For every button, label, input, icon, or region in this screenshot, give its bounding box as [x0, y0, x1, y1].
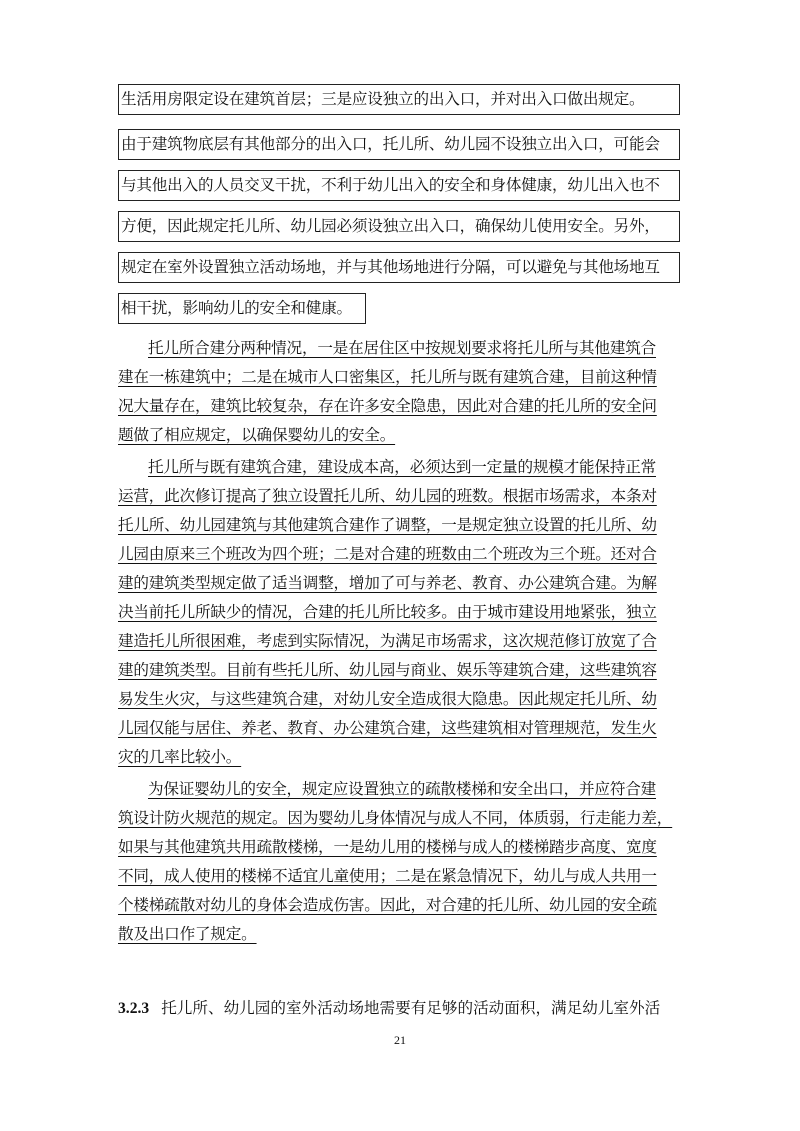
paragraph-line: 儿园仅能与居住、养老、教育、办公建筑合建，这些建筑相对管理规范，发生火 [118, 719, 657, 737]
paragraph-line: 况大量存在，建筑比较复杂，存在许多安全隐患，因此对合建的托儿所的安全问 [118, 397, 657, 415]
paragraph-line: 筑设计防火规范的规定。因为婴幼儿身体情况与成人不同，体质弱，行走能力差， [118, 809, 673, 827]
boxed-line: 生活用房限定设在建筑首层；三是应设独立的出入口，并对出入口做出规定。 [118, 84, 680, 115]
boxed-line: 方便，因此规定托儿所、幼儿园必须设独立出入口，确保幼儿使用安全。另外， [118, 211, 680, 242]
paragraph-line: 建的建筑类型规定做了适当调整，增加了可与养老、教育、办公建筑合建。为解 [118, 574, 657, 592]
paragraph-line: 如果与其他建筑共用疏散楼梯，一是幼儿用的楼梯与成人的楼梯踏步高度、宽度 [118, 838, 657, 856]
paragraph-line: 建在一栋建筑中；二是在城市人口密集区，托儿所与既有建筑合建，目前这种情 [118, 368, 657, 386]
paragraph-line: 散及出口作了规定。 [118, 925, 257, 943]
paragraph-line: 建造托儿所很困难，考虑到实际情况，为满足市场需求，这次规范修订放宽了合 [118, 632, 657, 650]
boxed-line: 由于建筑物底层有其他部分的出入口，托儿所、幼儿园不设独立出入口，可能会 [118, 129, 680, 160]
section-heading [118, 993, 680, 1023]
boxed-line: 相干扰，影响幼儿的安全和健康。 [118, 293, 366, 324]
page-number: 21 [394, 1033, 406, 1047]
paragraph-line: 建的建筑类型。目前有些托儿所、幼儿园与商业、娱乐等建筑合建，这些建筑容 [118, 661, 657, 679]
paragraph-line: 个楼梯疏散对幼儿的身体会造成伤害。因此，对合建的托儿所、幼儿园的安全疏 [118, 896, 657, 914]
section-text: 托儿所、幼儿园的室外活动场地需要有足够的活动面积，满足幼儿室外活 [161, 999, 661, 1017]
paragraph-line: 决当前托儿所缺少的情况，合建的托儿所比较多。由于城市建设用地紧张，独立 [118, 603, 657, 621]
paragraph-line: 灾的几率比较小。 [118, 748, 242, 766]
paragraph-line: 托儿所合建分两种情况，一是在居住区中按规划要求将托儿所与其他建筑合 [148, 339, 656, 357]
paragraph-line: 易发生火灾，与这些建筑合建，对幼儿安全造成很大隐患。因此规定托儿所、幼 [118, 690, 657, 708]
paragraph-line: 为保证婴幼儿的安全，规定应设置独立的疏散楼梯和安全出口，并应符合建 [148, 780, 656, 798]
boxed-line: 与其他出入的人员交叉干扰，不利于幼儿出入的安全和身体健康，幼儿出入也不 [118, 170, 680, 201]
paragraph-line: 托儿所、幼儿园建筑与其他建筑合建作了调整，一是规定独立设置的托儿所、幼 [118, 516, 657, 534]
boxed-line: 规定在室外设置独立活动场地，并与其他场地进行分隔，可以避免与其他场地互 [118, 252, 680, 283]
section-number: 3.2.3 [118, 1000, 150, 1017]
paragraph-line: 不同，成人使用的楼梯不适宜儿童使用；二是在紧急情况下，幼儿与成人共用一 [118, 867, 657, 885]
paragraph-line: 儿园由原来三个班改为四个班；二是对合建的班数由二个班改为三个班。还对合 [118, 545, 657, 563]
paragraph-line: 题做了相应规定，以确保婴幼儿的安全。 [118, 426, 396, 444]
paragraph-line: 托儿所与既有建筑合建，建设成本高，必须达到一定量的规模才能保持正常 [148, 458, 656, 476]
paragraph-line: 运营，此次修订提高了独立设置托儿所、幼儿园的班数。根据市场需求，本条对 [118, 487, 657, 505]
